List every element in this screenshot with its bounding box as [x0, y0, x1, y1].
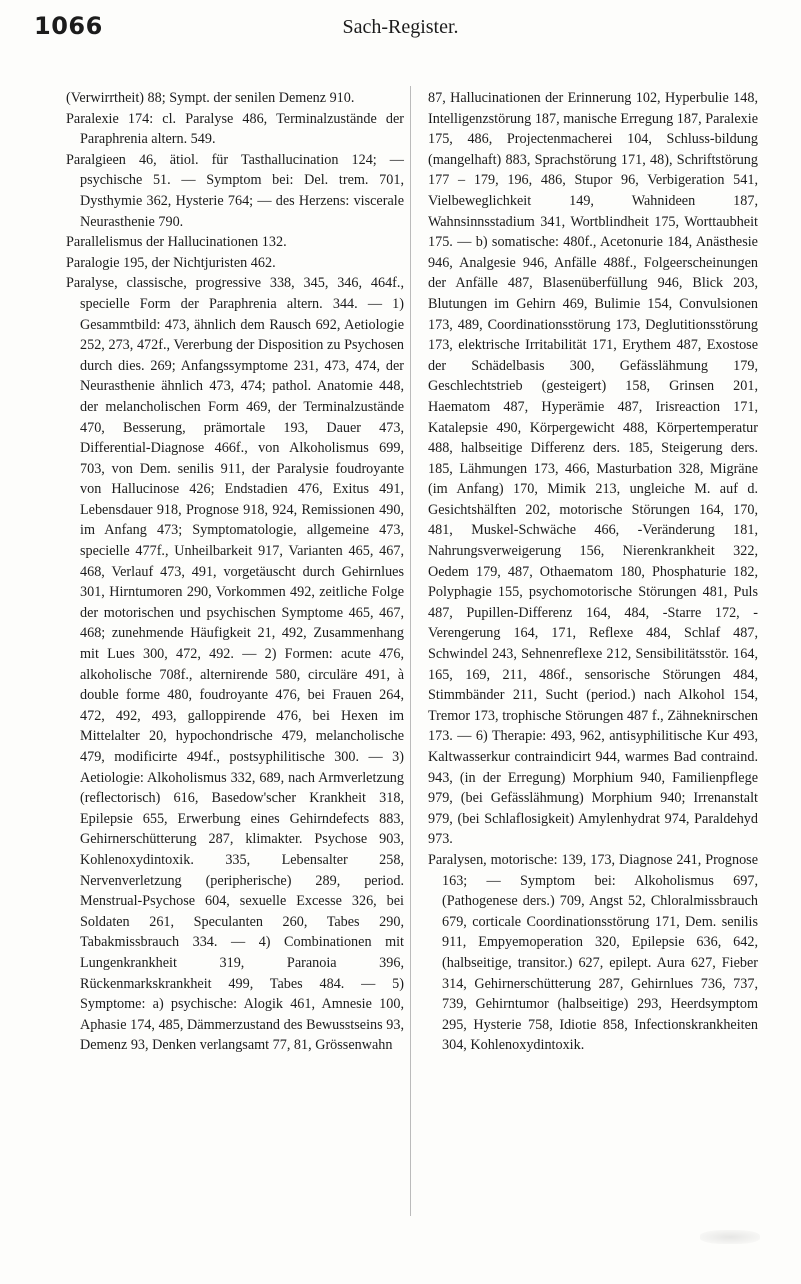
paper-stain	[700, 1230, 760, 1244]
running-head: Sach-Register.	[342, 16, 459, 38]
index-entry: Parallelismus der Hallucinationen 132.	[66, 234, 287, 251]
index-entry: Paralogie 195, der Nichtjuristen 462.	[66, 254, 276, 271]
index-entry: 87, Hallucinationen der Erinnerung 102, Hyperbulie 148, Intelligenzstörung 187, manische Erregung 187, Paralexie 175, 486, Projectenmacherei 104, Schluss-bildung (mangelhaft) 883, Sprachstörung 171, 48), Schriftstörung 177 – 179, 196, 486, Stupor 96, Verbigeration 541, Vielbeweglichkeit 149, Wahnideen 187, Wahnsinnsstadium 341, Wortblindheit 175, Worttaubheit 175. — b) somatische: 480f., Acetonurie 184, Anästhesie 946, Analgesie 946, Anfälle 488f., Folgeerscheinungen der Anfälle 487, Blasenüberfüllung 946, Blick 203, Blutungen im Gehirn 469, Bulimie 154, Convulsionen 173, 489, Coordinationsstörung 173, Deglutitionsstörung 173, elektrische Irritabilität 171, Erythem 487, Exostose der Schädelbasis 300, Gefässlähmung 179, Geschlechtstrieb (gesteigert) 158, Grinsen 201, Haematom 487, Hyperämie 487, Irisreaction 171, Katalepsie 490, Körpergewicht 488, Körpertemperatur 488, halbseitige Differenz ders. 185, Steigerung ders. 185, Lähmungen 173, 466, Masturbation 328, Migräne (im Anfang) 170, Mimik 213, ungleiche M. auf d. Gesichtshälften 202, motorische Störungen 164, 170, 481, Muskel-Schwäche 466, -Veränderung 181, Nahrungsverweigerung 156, Nierenkrankheit 322, Oedem 179, 487, Othaematom 180, Phosphaturie 182, Polyphagie 155, psychomotorische Störungen 481, Puls 487, Pupillen-Differenz 164, 484, -Starre 172, -Verengerung 164, 171, Reflexe 484, Schlaf 487, Schwindel 243, Sehnenreflexe 212, Sensibilitätsstör. 164, 165, 169, 211, 486f., sensorische Störungen 484, Stimmbänder 211, Sucht (period.) nach Alkohol 154, Tremor 173, trophische Störungen 487 f., Zähneknirschen 173. — 6) Therapie: 493, 962, antisyphilitische Kur 493, Kaltwasserkur contraindicirt 944, warmes Bad contraind. 943, (in der Erregung) Morphium 940, Familienpflege 979, (bei Gefässlähmung) Morphium 940; Irrenanstalt 979, (bei Schlaflosigkeit) Amylenhydrat 974, Paraldehyd 973.	[428, 90, 758, 848]
index-entry: Paralgieen 46, ätiol. für Tasthallucination 124; — psychische 51. — Symptom bei: Del. trem. 701, Dysthymie 362, Hysterie 764; — des Herzens: viscerale Neurasthenie 790.	[66, 151, 404, 230]
right-column	[428, 88, 758, 1056]
column-divider	[410, 86, 411, 1216]
page-number: 1066	[34, 12, 103, 40]
index-entry: Paralysen, motorische: 139, 173, Diagnose 241, Prognose 163; — Symptom bei: Alkoholismus 697, (Pathogenese ders.) 709, Angst 52, Chloralmissbrauch 679, corticale Coordinationsstörung 171, Dem. senilis 911, Empyemoperation 320, Epilepsie 636, 642, (halbseitige, transitor.) 627, epilept. Aura 627, Fieber 314, Gehirnerschütterung 287, Gehirnlues 736, 737, 739, Gehirntumor (halbseitige) 293, Heerdsymptom 295, Hysterie 758, Idiotie 858, Infectionskrankheiten 304, Kohlenoxydintoxik.	[428, 851, 758, 1054]
index-entry: Paralyse, classische, progressive 338, 345, 346, 464f., specielle Form der Paraphrenia altern. 344. — 1) Gesammtbild: 473, ähnlich dem Rausch 692, Aetiologie 252, 273, 472f., Vererbung der Disposition zu Psychosen durch dies. 269; Anfangssymptome 231, 473, 474, der Neurasthenie ähnlich 473, 474; pathol. Anatomie 448, der melancholischen Form 469, der Terminalzustände 470, Besserung, prämortale 193, Dauer 473, Differential-Diagnose 466f., von Alkoholismus 699, 703, von Dem. senilis 911, der Paralysie foudroyante von Hallucinose 426; Endstadien 476, Exitus 491, Lebensdauer 918, Prognose 918, 924, Remissionen 490, im Anfang 473; Symptomatologie, allgemeine 473, specielle 477f., Unheilbarkeit 917, Varianten 465, 467, 468, Verlauf 473, 491, vorgetäuscht durch Gehirnlues 301, Hirntumoren 290, Vorkommen 492, zeitliche Folge der motorischen und psychischen Symptome 465, 467, 468; zunehmende Häufigkeit 21, 492, Zusammenhang mit Lues 300, 472, 492. — 2) Formen: acute 476, alkoholische 708f., alternirende 580, circuläre 491, à double forme 480, foudroyante 476, bei Frauen 264, 472, 492, 493, galloppirende 476, bei Hexen im Mittelalter 20, hypochondrische 479, melancholische 479, modificirte 494f., postsyphilitische 300. — 3) Aetiologie: Alkoholismus 332, 689, nach Armverletzung (reflectorisch) 616, Basedow'scher Krankheit 318, Epilepsie 655, Erwerbung eines Gehirndefects 883, Gehirnerschütterung 287, klimakter. Psychose 903, Kohlenoxydintoxik. 335, Lebensalter 258, Nervenverletzung (peripherische) 289, period. Menstrual-Psychose 604, sexuelle Excesse 326, bei Soldaten 261, Speculanten 260, Tabes 290, Tabakmissbrauch 334. — 4) Combinationen mit Lungenkrankheit 319, Paranoia 396, Rückenmarkskrankheit 499, Tabes 484. — 5) Symptome: a) psychische: Alogik 461, Amnesie 100, Aphasie 174, 485, Dämmerzustand des Bewusstseins 93, Demenz 93, Denken verlangsamt 77, 81, Grössenwahn	[66, 275, 404, 1054]
left-column	[66, 88, 404, 1056]
index-entry: (Verwirrtheit) 88; Sympt. der senilen Demenz 910.	[66, 90, 355, 106]
page-header	[34, 10, 767, 46]
index-entry: Paralexie 174: cl. Paralyse 486, Terminalzustände der Paraphrenia altern. 549.	[66, 110, 404, 148]
